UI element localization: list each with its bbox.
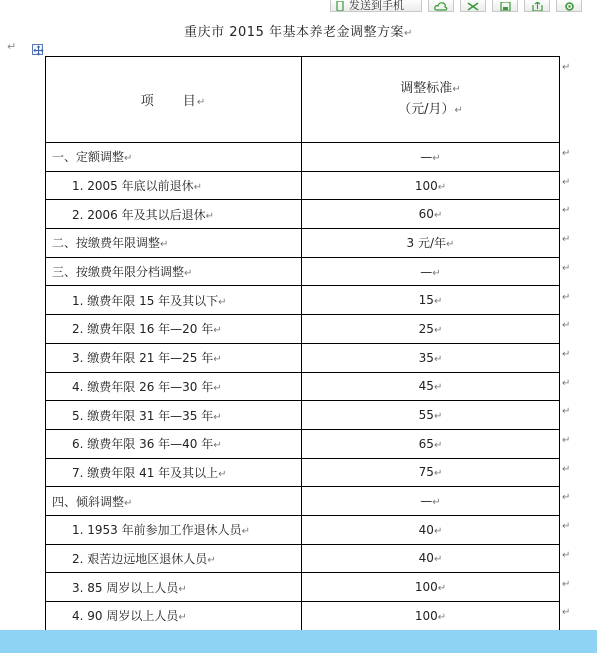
paragraph-mark: ↵ — [218, 296, 227, 308]
paragraph-mark: ↵ — [241, 526, 251, 538]
table-row — [46, 544, 560, 573]
paragraph-mark: ↵ — [433, 324, 443, 336]
standard-value: 65 — [418, 436, 434, 451]
table-row — [46, 515, 560, 544]
row-end-mark: ↵ — [562, 549, 571, 561]
standard-value: 3 元/年 — [406, 236, 447, 251]
standard-cell[interactable] — [302, 544, 560, 573]
table-row — [46, 401, 560, 430]
item-label: 5. 缴费年限 31 年—35 年 — [72, 408, 214, 423]
save-button[interactable] — [492, 0, 518, 12]
item-cell[interactable] — [46, 401, 302, 430]
table-row — [46, 602, 560, 631]
row-end-mark: ↵ — [562, 234, 571, 246]
item-label: 4. 90 周岁以上人员 — [72, 609, 179, 624]
paragraph-mark: ↵ — [213, 325, 222, 337]
item-cell[interactable] — [46, 544, 302, 573]
standard-value: 100 — [414, 178, 438, 193]
table-move-handle-icon[interactable] — [32, 44, 43, 55]
paragraph-mark: ↵ — [437, 583, 447, 595]
send-to-phone-button[interactable] — [330, 0, 422, 12]
paragraph-mark: ↵ — [124, 497, 133, 509]
paragraph-mark: ↵ — [433, 353, 443, 365]
table-row — [46, 458, 560, 487]
standard-value: — — [420, 494, 433, 509]
item-label: 7. 缴费年限 41 年及其以上 — [72, 465, 219, 480]
item-cell[interactable] — [46, 343, 302, 372]
paragraph-mark: ↵ — [196, 97, 207, 108]
item-label: 4. 缴费年限 26 年—30 年 — [72, 379, 214, 394]
standard-cell[interactable] — [302, 343, 560, 372]
paragraph-mark: ↵ — [207, 554, 216, 566]
header-standard-cell[interactable] — [302, 57, 560, 143]
standard-cell[interactable] — [302, 458, 560, 487]
standard-value: 75 — [418, 465, 434, 480]
header-standard-label: 调整标准↵ — [400, 80, 461, 96]
row-end-mark: ↵ — [562, 262, 571, 274]
item-cell[interactable] — [46, 458, 302, 487]
row-end-mark: ↵ — [562, 521, 571, 533]
table-header-row — [46, 57, 560, 143]
row-end-mark: ↵ — [562, 320, 571, 332]
item-label: 3. 85 周岁以上人员 — [72, 580, 179, 595]
table-row — [46, 286, 560, 315]
standard-value: 60 — [418, 207, 434, 222]
paragraph-mark: ↵ — [193, 182, 203, 194]
paragraph-mark: ↵ — [213, 382, 222, 394]
item-label: 1. 1953 年前参加工作退休人员 — [72, 523, 242, 538]
send-to-phone-label: 发送到手机 — [349, 0, 404, 12]
paragraph-mark: ↵ — [178, 583, 187, 595]
item-label: 一、定额调整 — [52, 150, 125, 165]
item-cell[interactable] — [46, 429, 302, 458]
standard-value: 100 — [414, 608, 438, 623]
paragraph-mark: ↵ — [213, 440, 222, 452]
item-label: 2. 2006 年及其以后退休 — [72, 207, 206, 222]
item-cell[interactable] — [46, 257, 302, 286]
row-end-mark: ↵ — [562, 492, 571, 504]
paragraph-mark: ↵ — [124, 153, 133, 165]
table-row — [46, 429, 560, 458]
header-unit-label: （元/月）↵ — [398, 101, 463, 117]
paragraph-mark: ↵ — [433, 296, 443, 308]
share-icon — [467, 2, 479, 11]
row-end-mark: ↵ — [562, 291, 571, 303]
standard-cell[interactable] — [302, 429, 560, 458]
paragraph-mark: ↵ — [213, 354, 222, 366]
paragraph-mark: ↵ — [446, 239, 455, 251]
table-row — [46, 343, 560, 372]
paragraph-mark: ↵ — [433, 439, 443, 451]
standard-value: 45 — [418, 379, 434, 394]
paragraph-mark: ↵ — [160, 239, 169, 251]
paragraph-mark: ↵ — [178, 612, 187, 624]
row-end-mark: ↵ — [562, 348, 571, 360]
paragraph-mark: ↵ — [433, 554, 443, 566]
row-end-mark: ↵ — [562, 176, 571, 188]
standard-cell[interactable] — [302, 573, 560, 602]
standard-cell[interactable] — [302, 257, 560, 286]
paragraph-mark: ↵ — [433, 382, 443, 394]
paragraph-mark: ↵ — [433, 525, 443, 537]
standard-cell[interactable] — [302, 143, 560, 172]
phone-icon — [335, 1, 345, 11]
item-label: 二、按缴费年限调整 — [52, 236, 161, 251]
standard-cell[interactable] — [302, 286, 560, 315]
item-cell[interactable] — [46, 229, 302, 258]
bottom-status-bar — [0, 630, 597, 653]
standard-value: — — [420, 264, 433, 279]
table-row — [46, 143, 560, 172]
table-row — [46, 171, 560, 200]
item-cell[interactable] — [46, 315, 302, 344]
paragraph-mark: ↵ — [432, 152, 441, 164]
paragraph-mark: ↵ — [7, 40, 17, 53]
table-row — [46, 229, 560, 258]
paragraph-mark: ↵ — [432, 497, 441, 509]
item-label: 6. 缴费年限 36 年—40 年 — [72, 437, 214, 452]
item-label: 四、倾斜调整 — [52, 494, 125, 509]
cloud-icon — [434, 2, 448, 11]
standard-value: 55 — [418, 408, 434, 423]
cloud-button[interactable] — [428, 0, 454, 12]
paragraph-mark: ↵ — [403, 28, 413, 39]
row-end-mark: ↵ — [562, 435, 571, 446]
row-end-mark: ↵ — [562, 377, 571, 389]
standard-value: 40 — [418, 522, 434, 537]
paragraph-mark: ↵ — [184, 268, 193, 280]
standard-cell[interactable] — [302, 401, 560, 430]
standard-value: 15 — [418, 293, 434, 308]
standard-cell[interactable] — [302, 602, 560, 631]
row-end-mark: ↵ — [562, 578, 571, 590]
item-cell[interactable] — [46, 143, 302, 172]
item-cell[interactable] — [46, 487, 302, 516]
row-end-mark: ↵ — [562, 406, 571, 418]
standard-cell[interactable] — [302, 372, 560, 401]
item-label: 2. 艰苦边远地区退休人员 — [72, 551, 208, 566]
standard-cell[interactable] — [302, 515, 560, 544]
item-cell[interactable] — [46, 200, 302, 229]
table-row — [46, 257, 560, 286]
paragraph-mark: ↵ — [433, 210, 443, 222]
standard-value: 25 — [418, 321, 434, 336]
row-end-mark: ↵ — [562, 607, 571, 619]
item-cell[interactable] — [46, 286, 302, 315]
standard-value: 40 — [418, 551, 434, 566]
share-button[interactable] — [460, 0, 486, 12]
item-cell[interactable] — [46, 573, 302, 602]
item-label: 3. 缴费年限 21 年—25 年 — [72, 351, 214, 366]
row-end-mark: ↵ — [562, 148, 571, 159]
item-cell[interactable] — [46, 372, 302, 401]
save-icon — [500, 2, 511, 11]
row-end-mark: ↵ — [562, 463, 571, 475]
table-row — [46, 372, 560, 401]
table-row — [46, 487, 560, 516]
table-row — [46, 200, 560, 229]
standard-cell[interactable] — [302, 171, 560, 200]
paragraph-mark: ↵ — [432, 267, 441, 279]
standard-cell[interactable] — [302, 229, 560, 258]
item-cell[interactable] — [46, 171, 302, 200]
standard-value: 100 — [414, 580, 438, 595]
pension-adjustment-table — [45, 56, 560, 631]
item-label: 三、按缴费年限分档调整 — [52, 265, 185, 280]
table-row — [46, 315, 560, 344]
paragraph-mark: ↵ — [433, 468, 443, 480]
document-title — [0, 21, 597, 40]
export-icon — [532, 2, 543, 11]
table-row — [46, 573, 560, 602]
paragraph-mark: ↵ — [205, 210, 215, 222]
item-label: 2. 缴费年限 16 年—20 年 — [72, 322, 214, 337]
standard-cell[interactable] — [302, 200, 560, 229]
paragraph-mark: ↵ — [437, 611, 447, 623]
document-title-text: 重庆市 2015 年基本养老金调整方案 — [184, 25, 404, 40]
settings-button[interactable] — [556, 0, 582, 12]
standard-cell[interactable] — [302, 487, 560, 516]
header-item-label: 项 目 — [140, 94, 197, 109]
item-cell[interactable] — [46, 515, 302, 544]
row-end-mark: ↵ — [562, 205, 571, 217]
header-item-cell[interactable] — [46, 57, 302, 143]
standard-value: 35 — [418, 350, 434, 365]
item-cell[interactable] — [46, 602, 302, 631]
settings-icon — [564, 2, 575, 11]
item-label: 1. 缴费年限 15 年及其以下 — [72, 293, 219, 308]
top-toolbar — [330, 0, 597, 12]
paragraph-mark: ↵ — [437, 181, 447, 193]
paragraph-mark: ↵ — [218, 468, 227, 480]
row-end-mark: ↵ — [562, 62, 571, 73]
standard-cell[interactable] — [302, 315, 560, 344]
export-button[interactable] — [524, 0, 550, 12]
paragraph-mark: ↵ — [433, 411, 443, 423]
paragraph-mark: ↵ — [213, 411, 222, 423]
standard-value: — — [420, 149, 433, 164]
item-label: 1. 2005 年底以前退休 — [72, 179, 194, 194]
